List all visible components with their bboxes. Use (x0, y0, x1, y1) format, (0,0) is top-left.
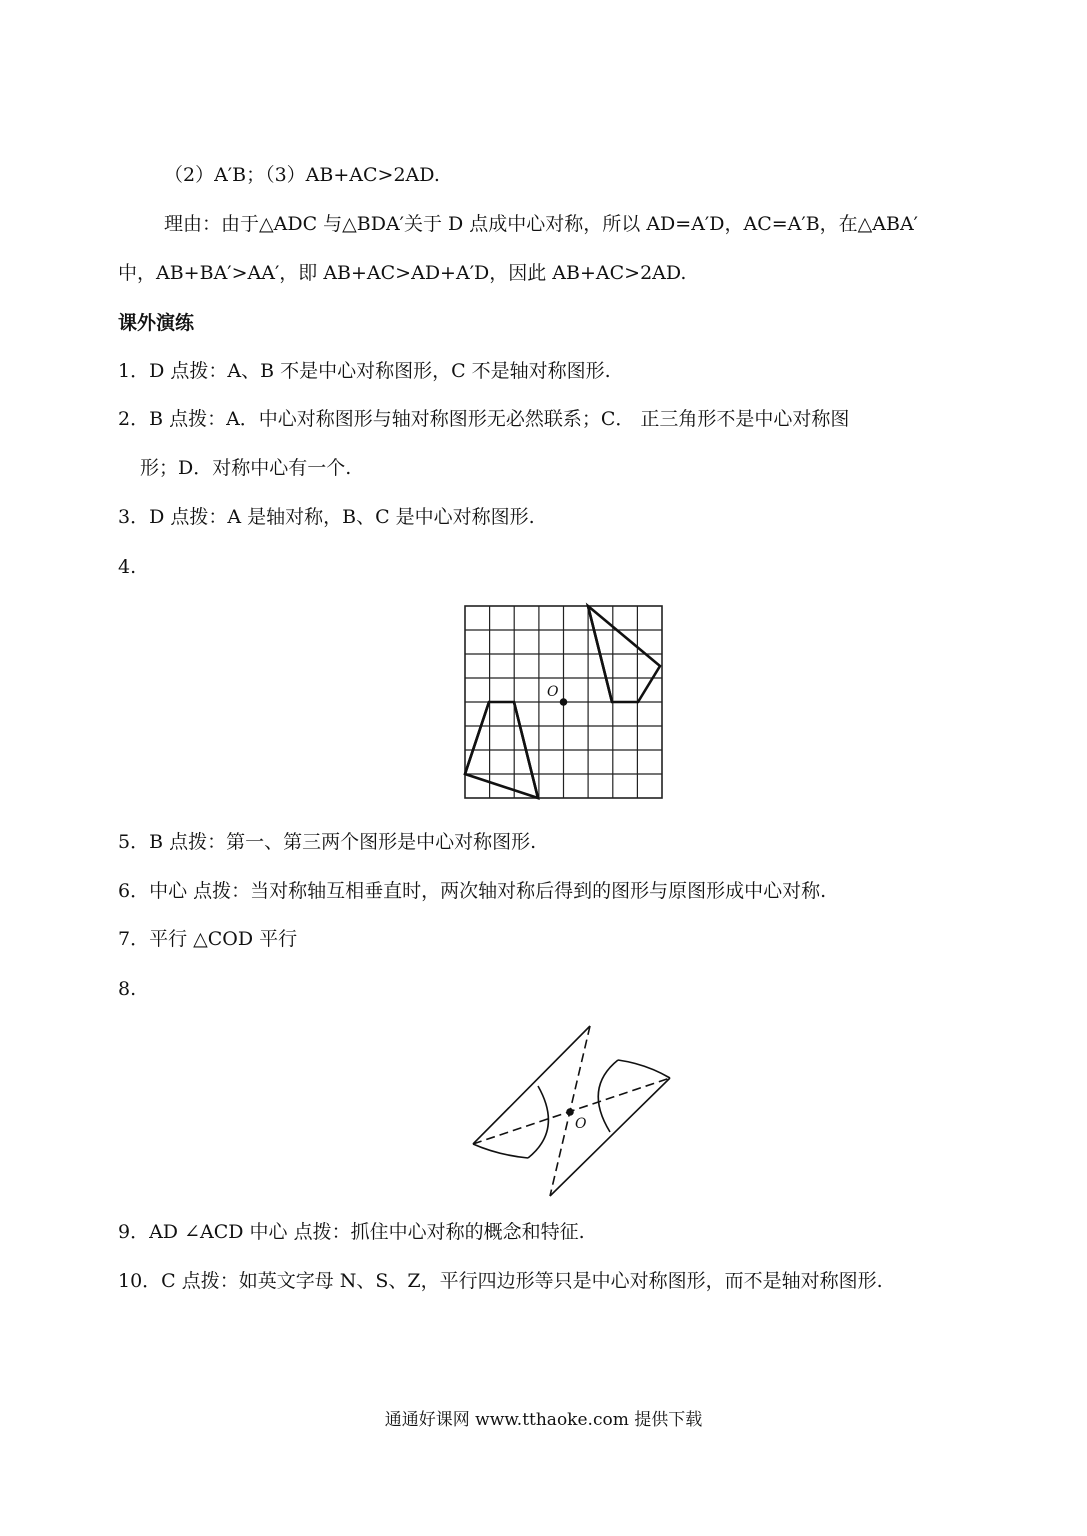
answer-4: 4. (118, 556, 137, 578)
section-title: 课外演练 (118, 312, 195, 334)
answer-6: 6．中心 点拨：当对称轴互相垂直时，两次轴对称后得到的图形与原图形成中心对称. (118, 880, 827, 902)
reason-line-1: 理由：由于△ADC 与△BDA′关于 D 点成中心对称，所以 AD=A′D，AC=A′B，在△ABA′ (164, 213, 918, 235)
answer-2-line-1: 2．B 点拨：A．中心对称图形与轴对称图形无必然联系；C． 正三角形不是中心对称图 (118, 408, 850, 430)
answer-9: 9．AD ∠ACD 中心 点拨：抓住中心对称的概念和特征. (118, 1221, 585, 1243)
grid-figure (464, 605, 664, 800)
upper-edge (473, 1026, 590, 1144)
left-lower-curve (473, 1144, 528, 1158)
answer-10: 10．C 点拨：如英文字母 N、S、Z，平行四边形等只是中心对称图形，而不是轴对称图形. (118, 1270, 883, 1292)
center-point (560, 698, 568, 706)
center-label-2: O (575, 1116, 587, 1132)
answer-7: 7．平行 △COD 平行 (118, 928, 298, 950)
answer-2-line-2: 形；D．对称中心有一个. (140, 457, 352, 479)
sector-figure (468, 1020, 678, 1200)
left-arc (528, 1086, 548, 1158)
lower-edge (550, 1078, 670, 1196)
center-point-2 (566, 1108, 574, 1116)
center-label: O (547, 684, 559, 700)
right-arc (598, 1060, 618, 1132)
answer-8: 8. (118, 978, 137, 1000)
reason-line-2: 中，AB+BA′>AA′，即 AB+AC>AD+A′D，因此 AB+AC>2AD. (118, 262, 687, 284)
footer: 通通好课网 www.tthaoke.com 提供下载 (384, 1410, 703, 1430)
right-upper-curve (618, 1060, 670, 1078)
answer-5: 5．B 点拨：第一、第三两个图形是中心对称图形. (118, 831, 537, 853)
answer-1: 1．D 点拨：A、B 不是中心对称图形，C 不是轴对称图形. (118, 360, 611, 382)
answer-3: 3．D 点拨：A 是轴对称，B、C 是中心对称图形. (118, 506, 535, 528)
answer-part-2-3: （2）A′B；（3）AB+AC>2AD. (164, 164, 440, 186)
